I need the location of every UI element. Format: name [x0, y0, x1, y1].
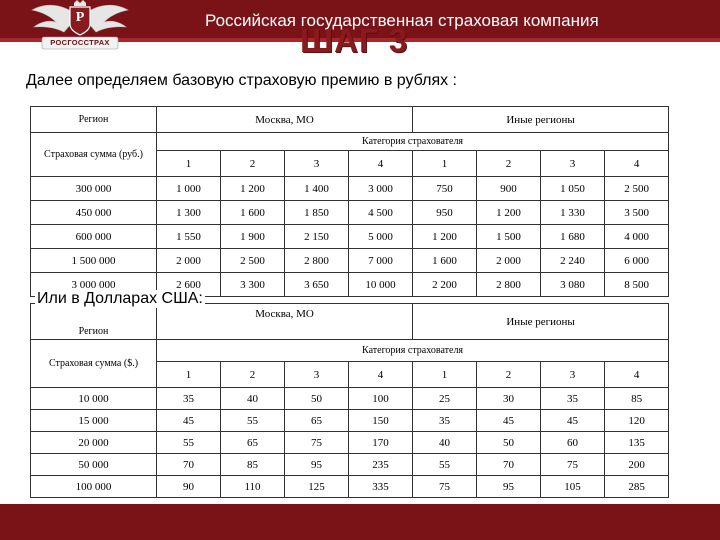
value-cell: 6 000	[605, 249, 669, 273]
category-cell: 1	[157, 362, 221, 388]
sum-cell: 600 000	[31, 225, 157, 249]
value-cell: 1 600	[413, 249, 477, 273]
value-cell: 1 680	[541, 225, 605, 249]
sum-cell: 15 000	[31, 410, 157, 432]
value-cell: 235	[349, 454, 413, 476]
value-cell: 2 000	[157, 249, 221, 273]
sum-cell: 100 000	[31, 476, 157, 498]
value-cell: 7 000	[349, 249, 413, 273]
sum-label: Страховая сумма (руб.)	[31, 133, 157, 177]
value-cell: 1 200	[477, 201, 541, 225]
value-cell: 950	[413, 201, 477, 225]
table-header-row	[31, 133, 669, 151]
sum-cell: 20 000	[31, 432, 157, 454]
value-cell: 2 240	[541, 249, 605, 273]
category-cell: 1	[413, 362, 477, 388]
value-cell: 90	[157, 476, 221, 498]
value-cell: 2 000	[477, 249, 541, 273]
table-header-row	[31, 304, 669, 340]
region-label: Регион	[31, 107, 157, 133]
logo-letter: Р	[75, 10, 85, 25]
category-cell: 3	[541, 362, 605, 388]
table-row	[31, 177, 669, 201]
value-cell: 40	[413, 432, 477, 454]
category-cell: 4	[605, 151, 669, 177]
other-regions-header: Иные регионы	[413, 107, 669, 133]
rosgosstrakh-logo	[20, 0, 140, 60]
value-cell: 45	[541, 410, 605, 432]
value-cell: 10 000	[349, 273, 413, 297]
category-cell: 2	[477, 151, 541, 177]
category-label: Категория страхователя	[157, 340, 669, 362]
value-cell: 50	[477, 432, 541, 454]
table-row	[31, 201, 669, 225]
value-cell: 1 850	[285, 201, 349, 225]
value-cell: 1 300	[157, 201, 221, 225]
table-row	[31, 454, 669, 476]
value-cell: 335	[349, 476, 413, 498]
value-cell: 2 600	[157, 273, 221, 297]
sum-cell: 10 000	[31, 388, 157, 410]
sum-cell: 450 000	[31, 201, 157, 225]
moscow-header: Москва, МО	[157, 107, 413, 133]
value-cell: 95	[477, 476, 541, 498]
premium-table-usd	[30, 303, 669, 498]
value-cell: 25	[413, 388, 477, 410]
category-cell: 4	[605, 362, 669, 388]
value-cell: 65	[221, 432, 285, 454]
value-cell: 3 300	[221, 273, 285, 297]
value-cell: 135	[605, 432, 669, 454]
value-cell: 85	[221, 454, 285, 476]
moscow-header: Москва, МО	[157, 304, 413, 340]
table-row	[31, 388, 669, 410]
sum-cell: 300 000	[31, 177, 157, 201]
value-cell: 50	[285, 388, 349, 410]
value-cell: 1 500	[477, 225, 541, 249]
value-cell: 65	[285, 410, 349, 432]
value-cell: 40	[221, 388, 285, 410]
value-cell: 30	[477, 388, 541, 410]
value-cell: 75	[413, 476, 477, 498]
logo-wordmark: РОСГОССТРАХ	[50, 38, 110, 47]
category-cell: 1	[413, 151, 477, 177]
category-cell: 2	[221, 362, 285, 388]
value-cell: 900	[477, 177, 541, 201]
value-cell: 150	[349, 410, 413, 432]
value-cell: 4 500	[349, 201, 413, 225]
value-cell: 100	[349, 388, 413, 410]
value-cell: 2 800	[477, 273, 541, 297]
value-cell: 1 000	[157, 177, 221, 201]
other-regions-header: Иные регионы	[413, 304, 669, 340]
value-cell: 1 550	[157, 225, 221, 249]
value-cell: 95	[285, 454, 349, 476]
value-cell: 105	[541, 476, 605, 498]
value-cell: 2 150	[285, 225, 349, 249]
table-row	[31, 432, 669, 454]
value-cell: 70	[157, 454, 221, 476]
value-cell: 3 650	[285, 273, 349, 297]
table-row	[31, 225, 669, 249]
value-cell: 1 200	[413, 225, 477, 249]
region-label: Регион	[31, 304, 157, 340]
intro-text: Далее определяем базовую страховую премию в рублях :	[26, 72, 457, 89]
category-cell: 1	[157, 151, 221, 177]
value-cell: 60	[541, 432, 605, 454]
value-cell: 170	[349, 432, 413, 454]
category-cell: 3	[285, 362, 349, 388]
value-cell: 1 050	[541, 177, 605, 201]
value-cell: 35	[413, 410, 477, 432]
value-cell: 70	[477, 454, 541, 476]
value-cell: 3 000	[349, 177, 413, 201]
value-cell: 2 500	[605, 177, 669, 201]
category-cell: 4	[349, 151, 413, 177]
value-cell: 200	[605, 454, 669, 476]
sum-cell: 1 500 000	[31, 249, 157, 273]
table-header-row	[31, 107, 669, 133]
value-cell: 35	[157, 388, 221, 410]
value-cell: 2 500	[221, 249, 285, 273]
eagle-emblem-icon	[20, 0, 140, 60]
value-cell: 85	[605, 388, 669, 410]
value-cell: 1 600	[221, 201, 285, 225]
value-cell: 285	[605, 476, 669, 498]
table-row	[31, 476, 669, 498]
value-cell: 3 500	[605, 201, 669, 225]
company-title: Российская государственная страховая компания	[205, 11, 599, 30]
value-cell: 4 000	[605, 225, 669, 249]
category-cell: 3	[285, 151, 349, 177]
value-cell: 1 330	[541, 201, 605, 225]
value-cell: 125	[285, 476, 349, 498]
table-row	[31, 249, 669, 273]
sum-cell: 50 000	[31, 454, 157, 476]
value-cell: 55	[221, 410, 285, 432]
value-cell: 2 800	[285, 249, 349, 273]
value-cell: 2 200	[413, 273, 477, 297]
value-cell: 75	[285, 432, 349, 454]
value-cell: 55	[413, 454, 477, 476]
category-label: Категория страхователя	[157, 133, 669, 151]
value-cell: 8 500	[605, 273, 669, 297]
value-cell: 1 400	[285, 177, 349, 201]
premium-table-rub	[30, 106, 669, 297]
value-cell: 1 200	[221, 177, 285, 201]
slide-title: ШАГ 3	[300, 22, 409, 59]
category-cell: 3	[541, 151, 605, 177]
category-cell: 4	[349, 362, 413, 388]
value-cell: 1 900	[221, 225, 285, 249]
value-cell: 45	[157, 410, 221, 432]
value-cell: 750	[413, 177, 477, 201]
value-cell: 5 000	[349, 225, 413, 249]
value-cell: 120	[605, 410, 669, 432]
value-cell: 55	[157, 432, 221, 454]
usd-caption: Или в Долларах США:	[37, 290, 203, 307]
category-cell: 2	[477, 362, 541, 388]
value-cell: 3 080	[541, 273, 605, 297]
sum-label: Страховая сумма ($.)	[31, 340, 157, 388]
category-cell: 2	[221, 151, 285, 177]
footer-bar	[0, 504, 720, 540]
value-cell: 35	[541, 388, 605, 410]
value-cell: 45	[477, 410, 541, 432]
value-cell: 110	[221, 476, 285, 498]
sum-cell: 3 000 000	[31, 273, 157, 297]
value-cell: 75	[541, 454, 605, 476]
table-header-row	[31, 340, 669, 362]
table-row	[31, 410, 669, 432]
